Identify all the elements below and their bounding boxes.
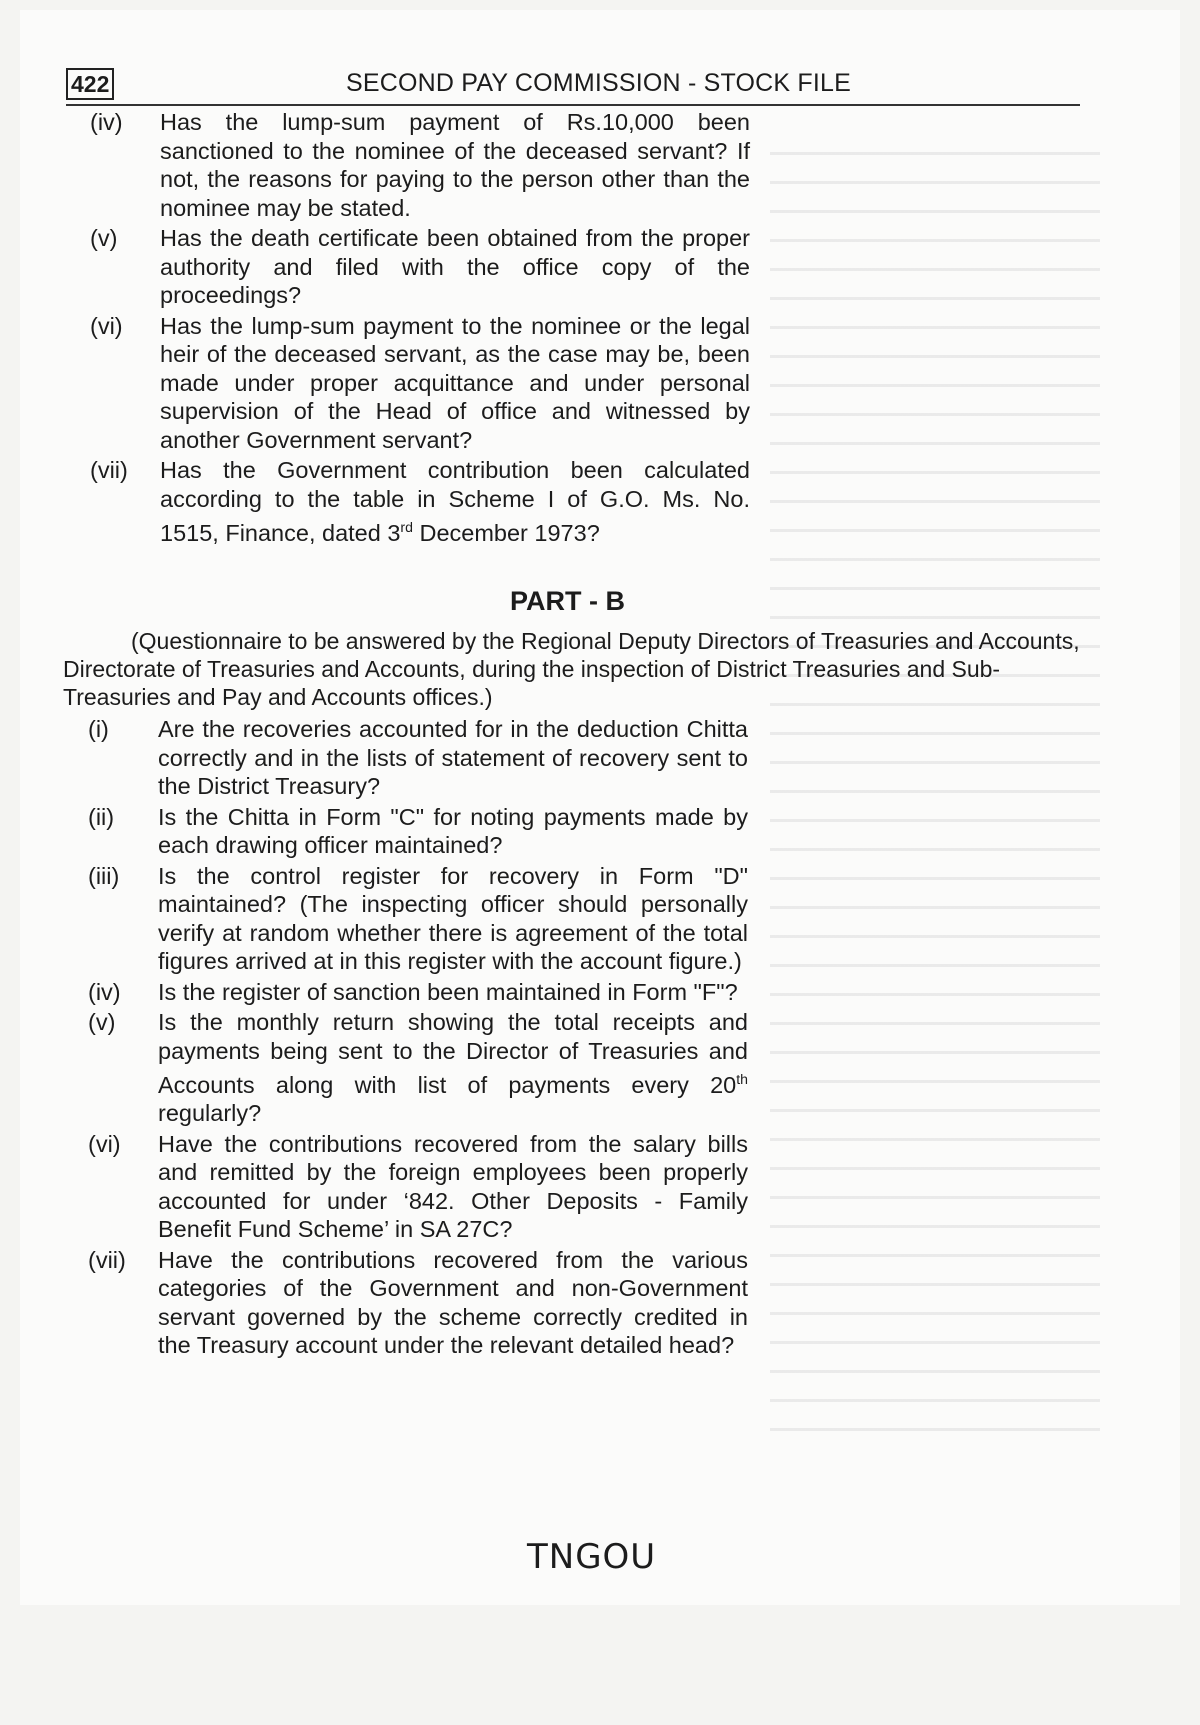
question-text: Has the lump-sum payment of Rs.10,000 been sanctioned to the nominee of the deceased servant? If not, the reasons for paying to the person other than the nominee may be stated. [160, 109, 750, 221]
question-number: (vii) [90, 457, 128, 483]
question-text: Are the recoveries accounted for in the deduction Chitta correctly and in the lists of statement of recovery sent to the District Treasury? [158, 716, 748, 799]
ordinal-suffix: rd [400, 519, 413, 535]
question-item [90, 456, 750, 547]
part-b-question-list [88, 715, 748, 1362]
question-text-part: Is the monthly return showing the total receipts and payments being sent to the Director of Treasuries and Accounts along with list of payments every 20 [158, 1009, 748, 1098]
question-text: Is the control register for recovery in Form "D" maintained? (The inspecting officer should personally verify at random whether there is agreement of the total figures arrived at in this register with the account figure.) [158, 862, 748, 974]
question-text-part: regularly? [158, 1100, 262, 1127]
question-number: (vii) [88, 1246, 126, 1273]
question-item [88, 803, 748, 860]
part-b-heading: PART - B [510, 586, 625, 616]
page-header [66, 64, 1080, 108]
question-number: (v) [88, 1009, 116, 1035]
question-number: (i) [88, 716, 109, 742]
question-text [158, 1009, 748, 1126]
question-text: Have the contributions recovered from the salary bills and remitted by the foreign employees been properly accounted for under ‘842. Other Deposits - Family Benefit Fund Scheme’ in SA 27C? [158, 1130, 748, 1243]
question-number: (iii) [88, 862, 120, 889]
running-title: SECOND PAY COMMISSION - STOCK FILE [346, 69, 852, 97]
question-item [90, 312, 750, 455]
question-item [90, 108, 750, 222]
question-text: Has the death certificate been obtained from the proper authority and filed with the office copy of the proceedings? [160, 225, 750, 308]
question-item [90, 224, 750, 310]
part-b-intro [63, 627, 1083, 711]
ordinal-suffix: th [736, 1071, 748, 1087]
question-item [88, 978, 748, 1007]
reverse-side-bleed-through [770, 140, 1100, 1450]
question-item [88, 1008, 748, 1128]
part-b-intro-text: (Questionnaire to be answered by the Regional Deputy Directors of Treasuries and Accounts, Directorate of Treasuries and Accounts, during the inspection of District Treasuries and Sub-Treasuries and Pay and Accounts offices.) [63, 628, 1080, 710]
question-text: Is the Chitta in Form "C" for noting payments made by each drawing officer maintained? [158, 803, 748, 858]
question-number: (iv) [88, 978, 121, 1005]
header-rule [66, 104, 1080, 106]
question-number: (vi) [90, 312, 123, 339]
question-text: Has the lump-sum payment to the nominee or the legal heir of the deceased servant, as the case may be, been made under proper acquittance and under personal supervision of the Head of office and witnessed by another Government servant? [160, 312, 750, 453]
question-text [160, 457, 750, 546]
question-text-part: December 1973? [412, 519, 600, 546]
question-number: (vi) [88, 1130, 121, 1157]
question-text-part: Has the Government contribution been calculated according to the table in Scheme I of G.O. Ms. No. 1515, Finance, dated 3 [160, 457, 750, 546]
question-item [88, 862, 748, 976]
footer-mark: TNGOU [527, 1537, 657, 1577]
question-text: Is the register of sanction been maintained in Form "F"? [158, 978, 738, 1005]
question-item [88, 715, 748, 801]
question-number: (ii) [88, 803, 115, 830]
question-text: Have the contributions recovered from the various categories of the Government and non-Government servant governed by the scheme correctly credited in the Treasury account under the relevant detailed head? [158, 1246, 748, 1359]
question-item [88, 1246, 748, 1360]
question-item [88, 1130, 748, 1244]
page-number: 422 [66, 68, 114, 100]
question-number: (iv) [90, 109, 123, 135]
part-a-question-list [90, 108, 750, 549]
question-number: (v) [90, 225, 118, 251]
